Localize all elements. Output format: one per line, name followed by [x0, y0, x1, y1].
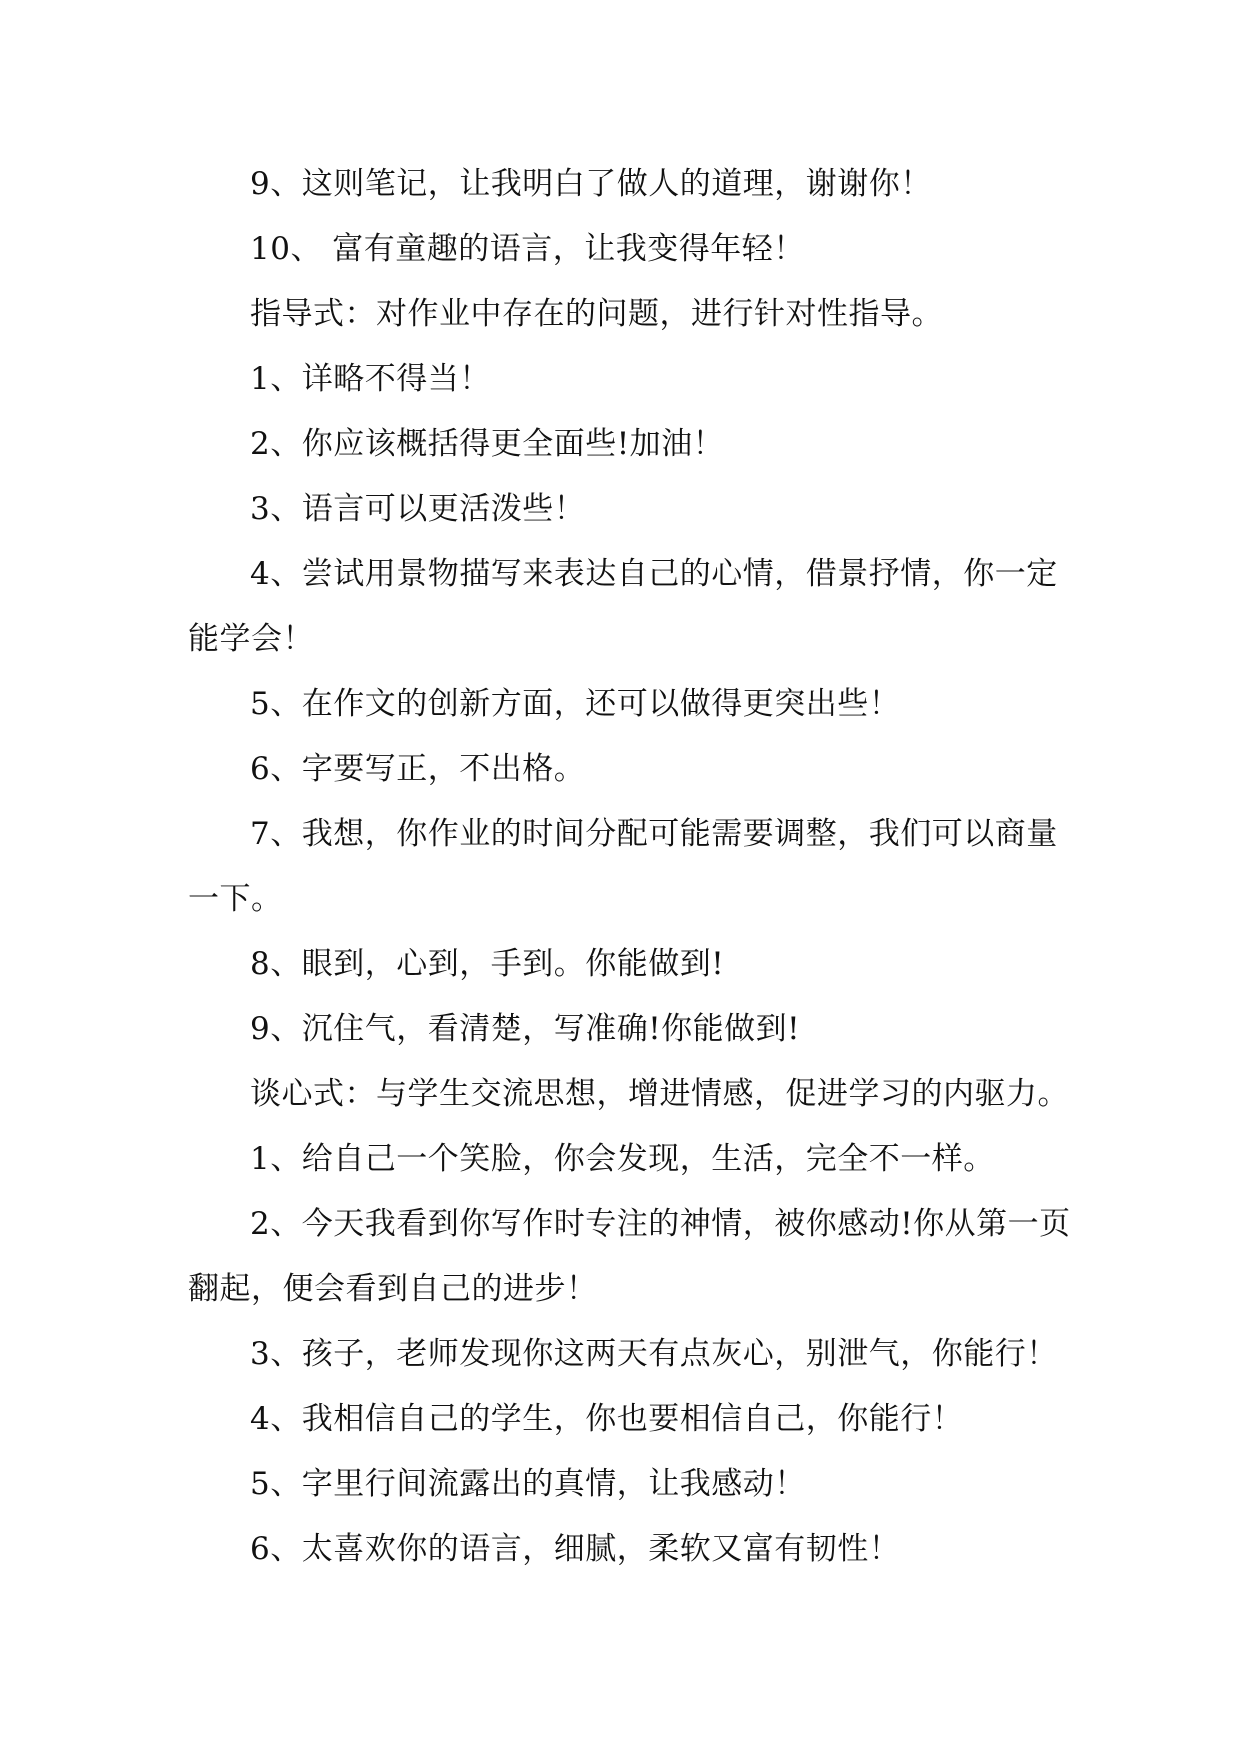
paragraph-line: 3、孩子，老师发现你这两天有点灰心，别泄气，你能行！	[250, 1336, 1058, 1372]
paragraph-line: 2、你应该概括得更全面些!加油！	[250, 426, 725, 462]
paragraph-line-continuation: 翻起，便会看到自己的进步！	[188, 1271, 598, 1307]
paragraph-line: 7、我想，你作业的时间分配可能需要调整，我们可以商量	[250, 816, 1058, 852]
paragraph-line: 5、在作文的创新方面，还可以做得更突出些！	[250, 686, 901, 722]
paragraph-line: 3、语言可以更活泼些！	[250, 491, 586, 527]
section-heading-heart-to-heart: 谈心式：与学生交流思想，增进情感，促进学习的内驱力。	[250, 1076, 1069, 1112]
section-heading-guidance: 指导式：对作业中存在的问题，进行针对性指导。	[250, 296, 943, 332]
paragraph-line: 9、沉住气，看清楚，写准确!你能做到!	[250, 1011, 801, 1047]
paragraph-line-continuation: 一下。	[188, 881, 283, 917]
paragraph-line: 4、我相信自己的学生，你也要相信自己，你能行！	[250, 1401, 964, 1437]
paragraph-line: 6、太喜欢你的语言，细腻，柔软又富有韧性！	[250, 1531, 901, 1567]
paragraph-line: 5、字里行间流露出的真情，让我感动！	[250, 1466, 806, 1502]
paragraph-line: 2、今天我看到你写作时专注的神情，被你感动!你从第一页	[250, 1206, 1071, 1242]
paragraph-line: 8、眼到，心到，手到。你能做到!	[250, 946, 725, 982]
paragraph-line: 1、详略不得当！	[250, 361, 491, 397]
paragraph-line-continuation: 能学会！	[188, 621, 314, 657]
paragraph-line: 6、字要写正，不出格。	[250, 751, 586, 787]
paragraph-line: 1、给自己一个笑脸，你会发现，生活，完全不一样。	[250, 1141, 995, 1177]
paragraph-line: 10、 富有童趣的语言，让我变得年轻！	[250, 231, 805, 267]
paragraph-line: 4、尝试用景物描写来表达自己的心情，借景抒情，你一定	[250, 556, 1058, 592]
paragraph-line: 9、这则笔记，让我明白了做人的道理，谢谢你！	[250, 166, 932, 202]
